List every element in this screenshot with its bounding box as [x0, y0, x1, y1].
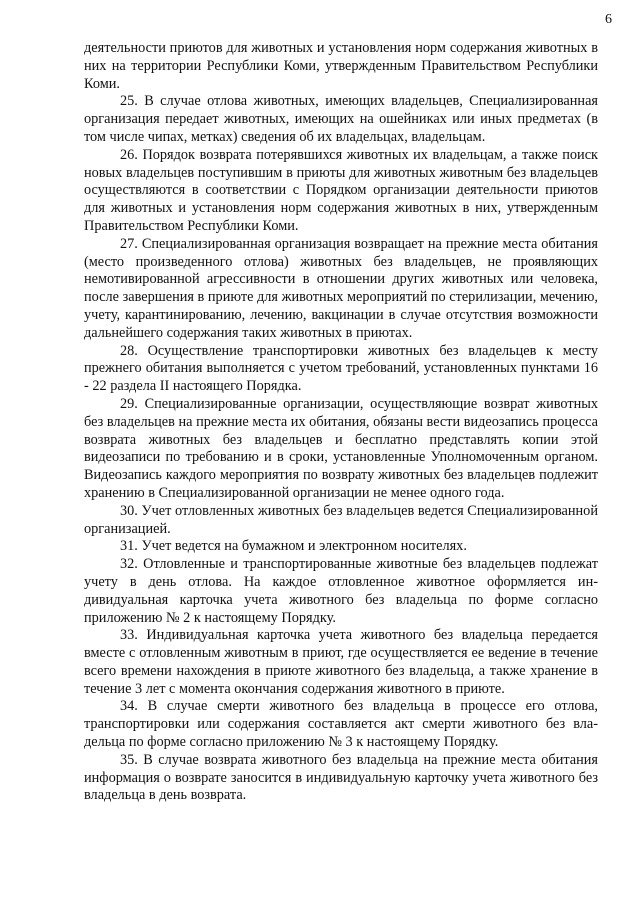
paragraph-26: 26. Порядок возврата потерявшихся животных их владельцам, а также поиск новых владельцев поступившим в приюты для животных животным без владельцев осуществляются в соответствии с Порядком организации деятельности приютов для животных и установления норм содержания животных в них, утвержденным Правительством Республики Коми. — [84, 146, 598, 234]
page-number: 6 — [605, 12, 612, 27]
paragraph-25: 25. В случае отлова животных, имеющих владельцев, Специализированная организация передает животных, имеющих на ошейниках или иных предметах (в том числе чипах, метках) сведения об их владельцах, владельцам. — [84, 93, 598, 145]
paragraph-30: 30. Учет отловленных животных без владельцев ведется Специализированной организацией. — [84, 502, 598, 537]
paragraph-32: 32. Отловленные и транспортированные животные без владельцев подлежат учету в день отлова. На каждое отловленное животное оформляется индивидуальная карточка учета животного без владельца по форме согласно приложению № 2 к настоящему Порядку. — [84, 556, 598, 626]
document-body — [84, 40, 598, 805]
paragraph-33: 33. Индивидуальная карточка учета животного без владельца передается вместе с отловленным животным в приют, где осуществляется ее ведение в течение всего времени нахождения в приюте животного без владельца, а также хранение в течение 3 лет с момента окончания содержания животного в приюте. — [84, 627, 598, 697]
paragraph-27: 27. Специализированная организация возвращает на прежние места обитания (место произведенного отлова) животных без владельцев, не проявляющих немотивированной агрессивности в отношении других животных или человека, после завершения в приюте для животных мероприятий по стерилизации, мечению, учету, карантинированию, лечению, вакцинации в случае отсутствия возможности дальнейшего содержания таких животных в приютах. — [84, 235, 598, 341]
paragraph-35: 35. В случае возврата животного без владельца на прежние места обитания информация о возврате заносится в индивидуальную карточку учета животного без владельца в день возврата. — [84, 751, 598, 804]
paragraph-31: 31. Учет ведется на бумажном и электронном носителях. — [120, 538, 467, 555]
paragraph-28: 28. Осуществление транспортировки животных без владельцев к месту прежнего обитания выполняется с учетом требований, установленных пунктами 16 - 22 раздела II настоящего Порядка. — [84, 342, 598, 395]
paragraph-29: 29. Специализированные организации, осуществляющие возврат животных без владельцев на прежние места их обитания, обязаны вести видеозапись процесса возврата животных без владельцев и бесплатно представлять копии этой видеозаписи по требованию и в сроки, установленные Уполномоченным органом. Видеозапись каждого мероприятия по возврату животных без владельцев подлежит хранению в Специализированной организации не менее одного года. — [84, 395, 598, 501]
paragraph-continuation: деятельности приютов для животных и установления норм содержания животных в них на территории Республики Коми, утвержденным Правительством Республики Коми. — [84, 40, 598, 92]
paragraph-34: 34. В случае смерти животного без владельца в процессе его отлова, транспортировки или содержания составляется акт смерти животного без владельца по форме согласно приложению № 3 к настоящему Порядку. — [84, 698, 598, 751]
